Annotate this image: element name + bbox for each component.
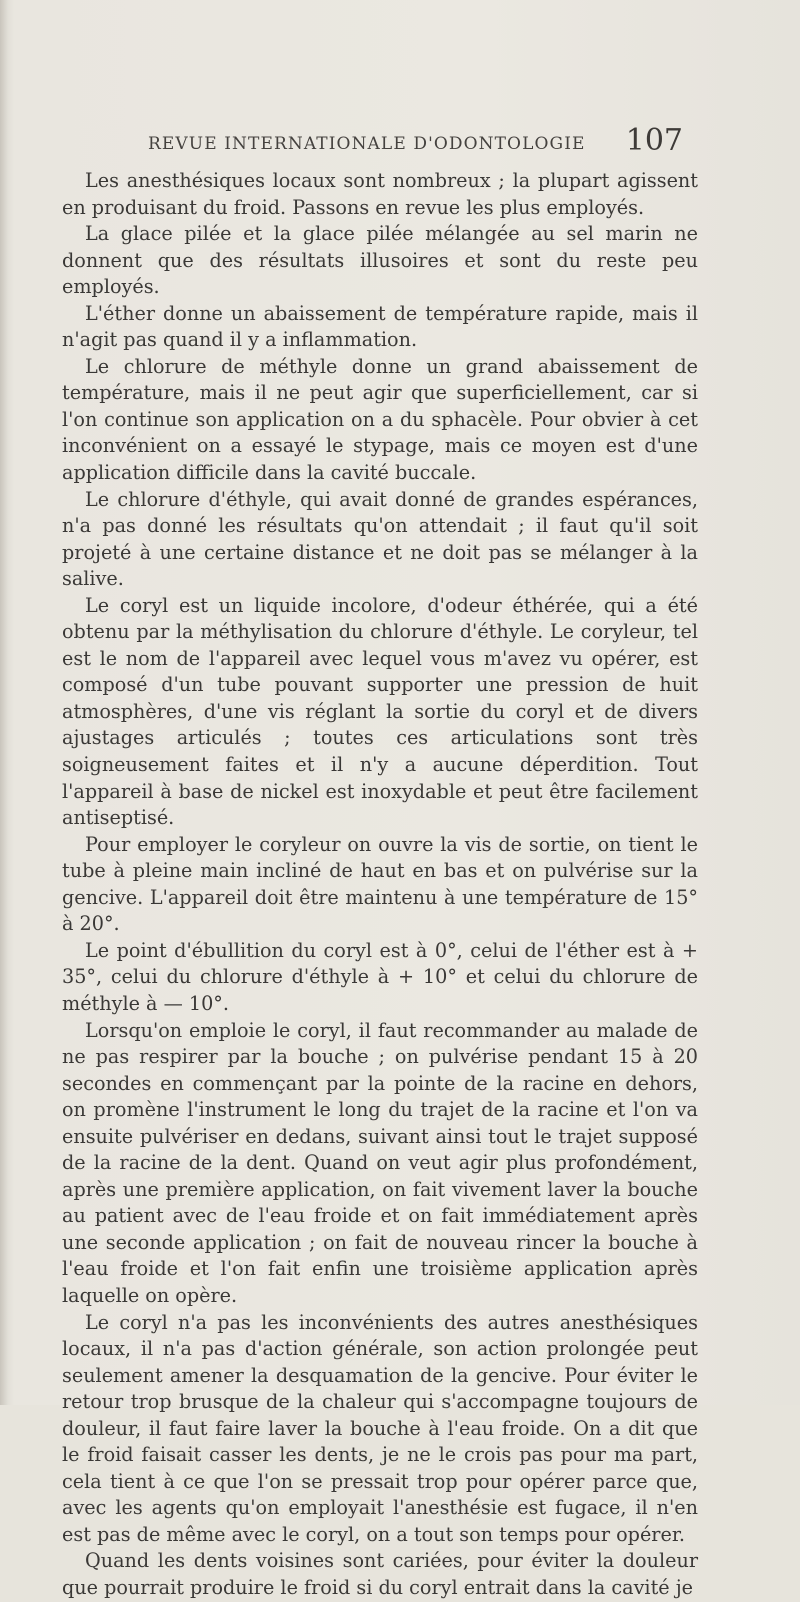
paragraph: Lorsqu'on emploie le coryl, il faut recommander au malade de ne pas respirer par la bouche ; on pulvérise pendant 15 à 20 secondes en commençant par la pointe de la racine en dehors, on promène l'instrument le long du trajet de la racine et l'on va ensuite pulvériser en dedans, suivant ainsi tout le trajet supposé de la racine de la dent. Quand on veut agir plus profondément, après une première application, on fait vivement laver la bouche au patient avec de l'eau froide et on fait immédiatement après une seconde application ; on fait de nouveau rincer la bouche à l'eau froide et l'on fait enfin une troisième application après laquelle on opère. — [62, 1018, 698, 1307]
paragraph: Le chlorure d'éthyle, qui avait donné de grandes espérances, n'a pas donné les résultats qu'on attendait ; il faut qu'il soit projeté à une certaine distance et ne doit pas se mélanger à la salive. — [62, 487, 698, 591]
paragraph: Les anesthésiques locaux sont nombreux ; la plupart agissent en produisant du froid. Passons en revue les plus employés. — [62, 169, 698, 219]
paragraph: Le chlorure de méthyle donne un grand abaissement de température, mais il ne peut agir que superficiellement, car si l'on continue son application on a du sphacèle. Pour obvier à cet inconvénient on a essayé le stypage, mais ce moyen est d'une application difficile dans la cavité buccale. — [62, 354, 698, 485]
paragraph: Le coryl n'a pas les inconvénients des autres anesthésiques locaux, il n'a pas d'action générale, son action prolongée peut seulement amener la desquamation de la gencive. Pour éviter le retour trop brusque de la chaleur qui s'accompagne toujours de douleur, il faut faire laver la bouche à l'eau froide. On a dit que le froid faisait casser les dents, je ne le crois pas pour ma part, cela tient à ce que l'on se pressait trop pour opérer parce que, avec les agents qu'on employait l'anesthésie est fugace, il n'en est pas de même avec le coryl, on a tout son temps pour opérer. — [62, 1310, 698, 1546]
body-text — [62, 168, 698, 1602]
page-number: 107 — [625, 123, 683, 158]
paragraph: La glace pilée et la glace pilée mélangée au sel marin ne donnent que des résultats illusoires et sont du reste peu employés. — [62, 222, 698, 299]
paragraph: Le coryl est un liquide incolore, d'odeur éthérée, qui a été obtenu par la méthylisation du chlorure d'éthyle. Le coryleur, tel est le nom de l'appareil avec lequel vous m'avez vu opérer, est composé d'un tube pouvant supporter une pression de huit atmosphères, d'une vis réglant la sortie du coryl et de divers ajustages articulés ; toutes ces articulations sont très soigneusement faites et il n'y a aucune déperdition. Tout l'appareil à base de nickel est inoxydable et peut être facilement antiseptisé. — [62, 593, 698, 830]
running-title: REVUE INTERNATIONALE D'ODONTOLOGIE — [148, 134, 586, 154]
paragraph: L'éther donne un abaissement de température rapide, mais il n'agit pas quand il y a inflammation. — [62, 301, 698, 352]
page-edge-shadow — [0, 0, 8, 1405]
paragraph: Pour employer le coryleur on ouvre la vis de sortie, on tient le tube à pleine main incliné de haut en bas et on pulvérise sur la gencive. L'appareil doit être maintenu à une température de 15° à 20°. — [62, 832, 698, 936]
paragraph: Quand les dents voisines sont cariées, pour éviter la douleur que pourrait produire le froid si du coryl entrait dans la cavité je — [62, 1549, 698, 1599]
paragraph: Le point d'ébullition du coryl est à 0°, celui de l'éther est à + 35°, celui du chlorure d'éthyle à + 10° et celui du chlorure de méthyle à — 10°. — [62, 938, 698, 1015]
page-header — [148, 122, 683, 162]
